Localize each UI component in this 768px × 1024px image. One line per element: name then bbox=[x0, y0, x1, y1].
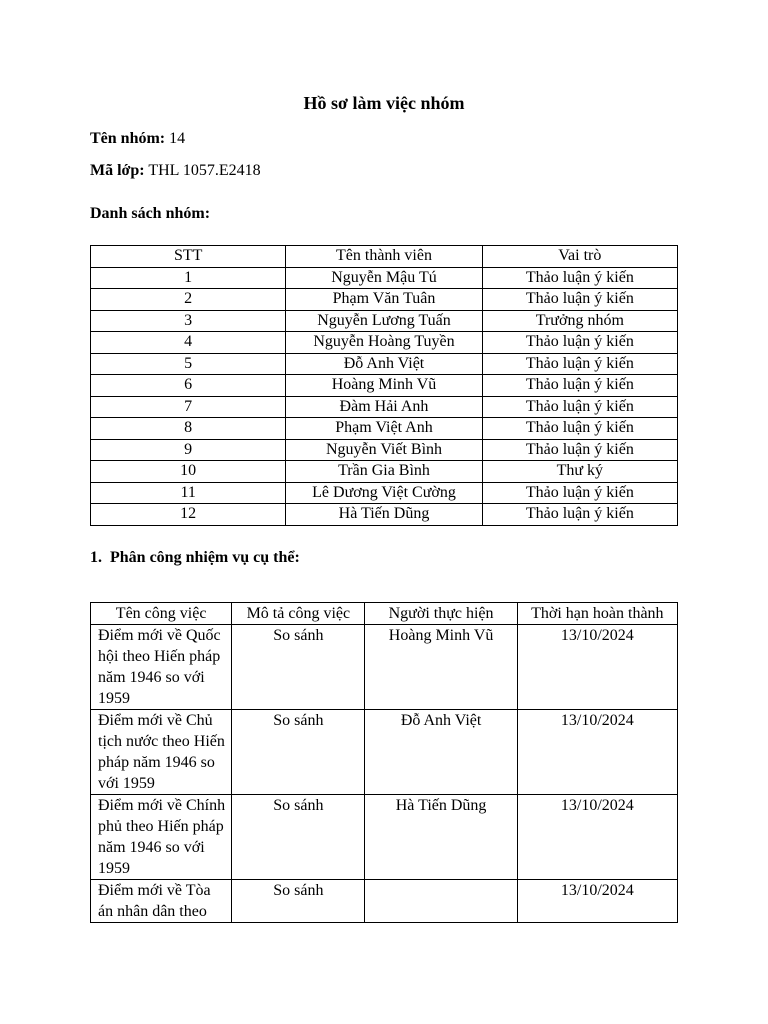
member-stt: 11 bbox=[91, 482, 286, 504]
task-description: So sánh bbox=[232, 625, 365, 710]
header-stt: STT bbox=[91, 246, 286, 268]
member-role: Thảo luận ý kiến bbox=[482, 267, 677, 289]
header-deadline: Thời hạn hoàn thành bbox=[517, 603, 677, 625]
member-row bbox=[91, 504, 678, 526]
tasks-header-row bbox=[91, 603, 678, 625]
task-description: So sánh bbox=[232, 710, 365, 795]
task-row bbox=[91, 625, 678, 710]
task-row bbox=[91, 880, 678, 923]
member-role: Thảo luận ý kiến bbox=[482, 375, 677, 397]
member-name: Nguyễn Hoàng Tuyền bbox=[286, 332, 482, 354]
task-row bbox=[91, 795, 678, 880]
member-name: Nguyễn Lương Tuấn bbox=[286, 310, 482, 332]
section-title: Phân công nhiệm vụ cụ thể: bbox=[110, 549, 300, 566]
member-name: Hà Tiến Dũng bbox=[286, 504, 482, 526]
group-name-field bbox=[90, 130, 185, 148]
member-row bbox=[91, 310, 678, 332]
task-deadline: 13/10/2024 bbox=[517, 880, 677, 923]
document-title: Hồ sơ làm việc nhóm bbox=[303, 93, 465, 113]
member-role: Thảo luận ý kiến bbox=[482, 332, 677, 354]
member-list-heading: Danh sách nhóm: bbox=[90, 205, 211, 222]
member-name: Đỗ Anh Việt bbox=[286, 353, 482, 375]
member-stt: 2 bbox=[91, 289, 286, 311]
class-code-label: Mã lớp: bbox=[90, 162, 145, 179]
section-number: 1. bbox=[90, 549, 102, 566]
member-name: Hoàng Minh Vũ bbox=[286, 375, 482, 397]
member-role: Thảo luận ý kiến bbox=[482, 396, 677, 418]
member-stt: 7 bbox=[91, 396, 286, 418]
class-code-value: THL 1057.E2418 bbox=[144, 162, 261, 179]
section-heading-task-assignment bbox=[90, 549, 300, 567]
members-header-row bbox=[91, 246, 678, 268]
member-row bbox=[91, 375, 678, 397]
group-name-value: 14 bbox=[165, 130, 186, 147]
task-name: Điểm mới về Quốc hội theo Hiến pháp năm 1946 so với 1959 bbox=[91, 625, 232, 710]
member-role: Thảo luận ý kiến bbox=[482, 439, 677, 461]
member-name: Trần Gia Bình bbox=[286, 461, 482, 483]
member-name: Phạm Văn Tuân bbox=[286, 289, 482, 311]
member-stt: 6 bbox=[91, 375, 286, 397]
member-stt: 8 bbox=[91, 418, 286, 440]
header-task-description: Mô tả công việc bbox=[232, 603, 365, 625]
task-assignee bbox=[365, 880, 517, 923]
member-name: Lê Dương Việt Cường bbox=[286, 482, 482, 504]
task-description: So sánh bbox=[232, 880, 365, 923]
task-assignee: Hoàng Minh Vũ bbox=[365, 625, 517, 710]
member-name: Nguyễn Mậu Tú bbox=[286, 267, 482, 289]
member-row bbox=[91, 439, 678, 461]
member-stt: 4 bbox=[91, 332, 286, 354]
tasks-table bbox=[90, 602, 678, 923]
member-row bbox=[91, 482, 678, 504]
member-stt: 3 bbox=[91, 310, 286, 332]
members-table bbox=[90, 245, 678, 526]
member-row bbox=[91, 353, 678, 375]
member-row bbox=[91, 267, 678, 289]
task-name: Điểm mới về Tòa án nhân dân theo bbox=[91, 880, 232, 923]
member-row bbox=[91, 396, 678, 418]
task-row bbox=[91, 710, 678, 795]
header-assignee: Người thực hiện bbox=[365, 603, 517, 625]
task-name: Điểm mới về Chủ tịch nước theo Hiến pháp năm 1946 so với 1959 bbox=[91, 710, 232, 795]
member-name: Phạm Việt Anh bbox=[286, 418, 482, 440]
member-name: Đàm Hải Anh bbox=[286, 396, 482, 418]
task-name: Điểm mới về Chính phủ theo Hiến pháp năm 1946 so với 1959 bbox=[91, 795, 232, 880]
member-row bbox=[91, 289, 678, 311]
group-name-label: Tên nhóm: bbox=[90, 130, 166, 147]
member-row bbox=[91, 332, 678, 354]
member-stt: 12 bbox=[91, 504, 286, 526]
member-role: Thư ký bbox=[482, 461, 677, 483]
task-description: So sánh bbox=[232, 795, 365, 880]
member-stt: 5 bbox=[91, 353, 286, 375]
task-assignee: Hà Tiến Dũng bbox=[365, 795, 517, 880]
member-row bbox=[91, 461, 678, 483]
member-row bbox=[91, 418, 678, 440]
header-member-name: Tên thành viên bbox=[286, 246, 482, 268]
member-role: Thảo luận ý kiến bbox=[482, 482, 677, 504]
task-deadline: 13/10/2024 bbox=[517, 795, 677, 880]
member-role: Thảo luận ý kiến bbox=[482, 504, 677, 526]
member-role: Thảo luận ý kiến bbox=[482, 289, 677, 311]
member-stt: 1 bbox=[91, 267, 286, 289]
header-task-name: Tên công việc bbox=[91, 603, 232, 625]
task-deadline: 13/10/2024 bbox=[517, 710, 677, 795]
member-role: Thảo luận ý kiến bbox=[482, 353, 677, 375]
task-deadline: 13/10/2024 bbox=[517, 625, 677, 710]
member-stt: 10 bbox=[91, 461, 286, 483]
member-name: Nguyễn Viết Bình bbox=[286, 439, 482, 461]
header-role: Vai trò bbox=[482, 246, 677, 268]
member-stt: 9 bbox=[91, 439, 286, 461]
member-role: Thảo luận ý kiến bbox=[482, 418, 677, 440]
class-code-field bbox=[90, 162, 261, 180]
task-assignee: Đỗ Anh Việt bbox=[365, 710, 517, 795]
member-role: Trưởng nhóm bbox=[482, 310, 677, 332]
